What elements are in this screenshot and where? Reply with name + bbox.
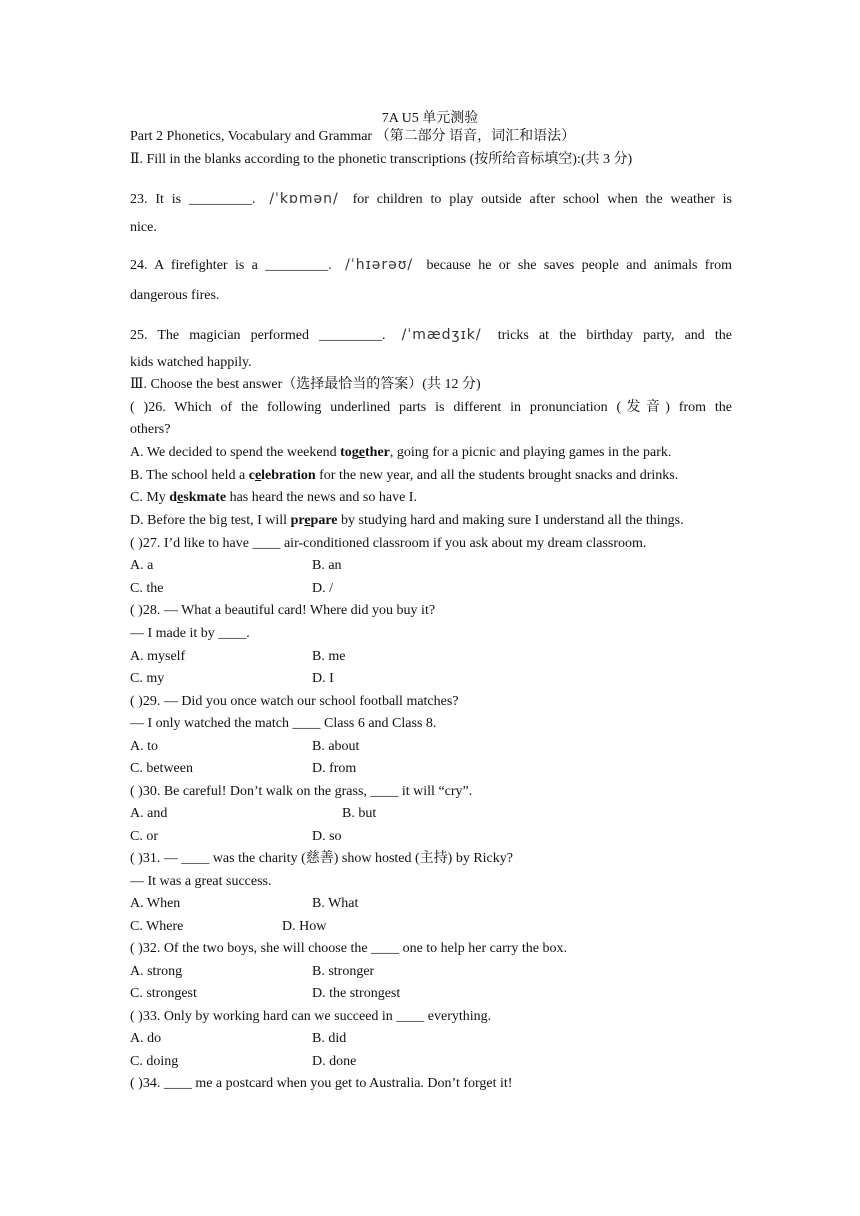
q28-option-b: B. me xyxy=(312,649,346,664)
q29-reply: — I only watched the match ____ Class 6 and Class 8. xyxy=(130,716,437,731)
q25-continuation: kids watched happily. xyxy=(130,355,252,370)
q24-phonetic: /ˈhɪərəʊ/ xyxy=(345,257,414,273)
q31-option-a: A. When xyxy=(130,896,181,911)
q33-option-c: C. doing xyxy=(130,1054,179,1069)
q33-option-a: A. do xyxy=(130,1031,162,1046)
question-26: ( )26. Which of the following underlined parts is different in pronunciation (发音) from the xyxy=(130,400,732,415)
q28-option-a: A. myself xyxy=(130,649,186,664)
q26-option-b: B. The school held a celebration for the new year, and all the students brought snacks and drinks. xyxy=(130,468,679,483)
q29-option-d: D. from xyxy=(312,761,357,776)
question-25 xyxy=(130,326,732,345)
q29-option-b: B. about xyxy=(312,739,360,754)
part2-heading: Part 2 Phonetics, Vocabulary and Grammar （第二部分 语音，词汇和语法） xyxy=(130,129,576,144)
q26-option-a: A. We decided to spend the weekend together, going for a picnic and playing games in the park. xyxy=(130,445,672,460)
q24-stem-end: because he or she saves people and animals from xyxy=(426,258,733,273)
question-33: ( )33. Only by working hard can we succeed in ____ everything. xyxy=(130,1009,492,1024)
q31-option-d: D. How xyxy=(282,919,327,934)
question-30: ( )30. Be careful! Don’t walk on the grass, ____ it will “cry”. xyxy=(130,784,473,799)
q25-stem: 25. The magician performed _________. xyxy=(130,328,386,343)
q27-option-d: D. / xyxy=(312,581,333,596)
q23-continuation: nice. xyxy=(130,220,157,235)
q32-option-a: A. strong xyxy=(130,964,183,979)
section2-heading: Ⅱ. Fill in the blanks according to the phonetic transcriptions (按所给音标填空):(共 3 分) xyxy=(130,152,633,167)
q28-option-d: D. I xyxy=(312,671,334,686)
q27-option-c: C. the xyxy=(130,581,164,596)
q30-option-d: D. so xyxy=(312,829,342,844)
question-24 xyxy=(130,256,732,275)
q24-continuation: dangerous fires. xyxy=(130,288,220,303)
section3-heading: Ⅲ. Choose the best answer（选择最恰当的答案）(共 12 分) xyxy=(130,377,481,392)
question-27: ( )27. I’d like to have ____ air-conditioned classroom if you ask about my dream classroom. xyxy=(130,536,647,551)
page-title: 7A U5 单元测验 xyxy=(381,111,479,126)
q25-phonetic: /ˈmædʒɪk/ xyxy=(401,327,482,343)
q33-option-d: D. done xyxy=(312,1054,357,1069)
q23-stem-end: for children to play outside after school when the weather is xyxy=(352,192,733,207)
q30-option-a: A. and xyxy=(130,806,168,821)
question-23 xyxy=(130,190,732,209)
q32-option-c: C. strongest xyxy=(130,986,197,1001)
q29-option-c: C. between xyxy=(130,761,193,776)
q32-option-d: D. the strongest xyxy=(312,986,401,1001)
q23-phonetic: /ˈkɒmən/ xyxy=(269,191,339,207)
q23-stem: 23. It is _________. xyxy=(130,192,256,207)
q27-option-a: A. a xyxy=(130,558,154,573)
q27-option-b: B. an xyxy=(312,558,342,573)
q32-option-b: B. stronger xyxy=(312,964,375,979)
q28-option-c: C. my xyxy=(130,671,165,686)
q25-stem-end: tricks at the birthday party, and the xyxy=(497,328,733,343)
q26-continuation: others? xyxy=(130,422,171,437)
q28-reply: — I made it by ____. xyxy=(130,626,250,641)
q26-option-c: C. My deskmate has heard the news and so have I. xyxy=(130,490,417,505)
question-31: ( )31. — ____ was the charity (慈善) show hosted (主持) by Ricky? xyxy=(130,851,513,866)
q33-option-b: B. did xyxy=(312,1031,347,1046)
question-29: ( )29. — Did you once watch our school football matches? xyxy=(130,694,459,709)
q30-option-c: C. or xyxy=(130,829,158,844)
q24-stem: 24. A firefighter is a _________. xyxy=(130,258,332,273)
question-28: ( )28. — What a beautiful card! Where did you buy it? xyxy=(130,603,436,618)
q26-option-d: D. Before the big test, I will prepare by studying hard and making sure I understand all the things. xyxy=(130,513,684,528)
q30-option-b: B. but xyxy=(342,806,377,821)
q29-option-a: A. to xyxy=(130,739,158,754)
q31-reply: — It was a great success. xyxy=(130,874,272,889)
question-32: ( )32. Of the two boys, she will choose the ____ one to help her carry the box. xyxy=(130,941,568,956)
q31-option-c: C. Where xyxy=(130,919,184,934)
q31-option-b: B. What xyxy=(312,896,359,911)
question-34: ( )34. ____ me a postcard when you get to Australia. Don’t forget it! xyxy=(130,1076,513,1091)
